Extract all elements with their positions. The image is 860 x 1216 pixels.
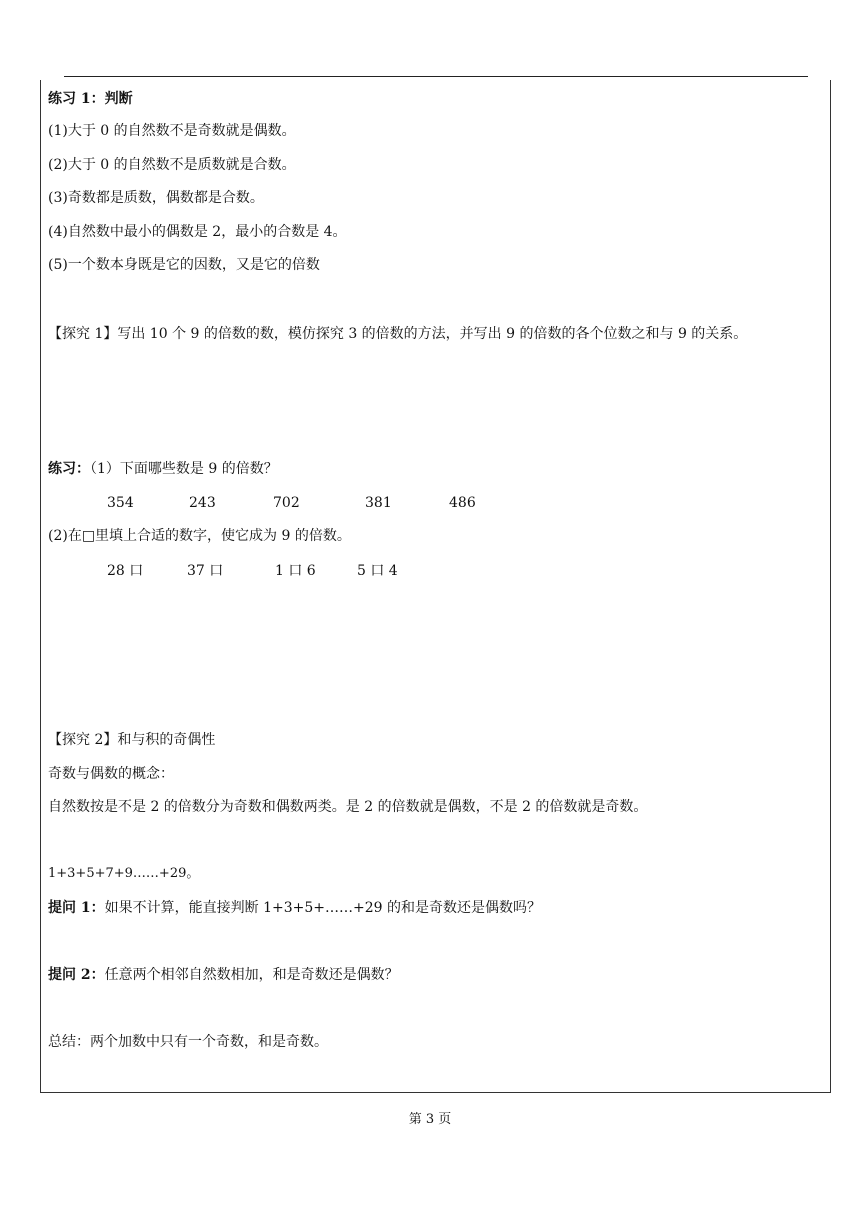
practice1-title: 练习 1：判断 xyxy=(48,91,133,107)
question-2-text: 任意两个相邻自然数相加，和是奇数还是偶数？ xyxy=(104,967,399,983)
practice1-item-5: (5)一个数本身既是它的因数，又是它的倍数 xyxy=(48,257,320,273)
explore2-question-2 xyxy=(48,966,399,984)
explore2-sum-expression: 1+3+5+7+9……+29。 xyxy=(48,866,200,881)
q1-number: 702 xyxy=(273,495,300,511)
practice1-item-1: (1)大于 0 的自然数不是奇数就是偶数。 xyxy=(48,123,296,139)
explore2-title: 【探究 2】和与积的奇偶性 xyxy=(48,732,216,748)
explore2-concept-label: 奇数与偶数的概念： xyxy=(48,766,174,782)
practice2-label: 练习： xyxy=(48,461,90,477)
practice1-item-4: (4)自然数中最小的偶数是 2，最小的合数是 4。 xyxy=(48,224,347,240)
page-number: 第 3 页 xyxy=(408,1112,452,1127)
q2-item: 5 口 4 xyxy=(357,563,398,579)
practice2-q1: （1）下面哪些数是 9 的倍数？ xyxy=(90,461,278,477)
practice2-line xyxy=(48,460,278,478)
explore2-question-1 xyxy=(48,899,541,917)
question-1-label: 提问 1： xyxy=(48,900,105,916)
question-2-label: 提问 2： xyxy=(48,967,105,983)
practice1-item-3: (3)奇数都是质数，偶数都是合数。 xyxy=(48,190,264,206)
practice2-q2: (2)在□里填上合适的数字，使它成为 9 的倍数。 xyxy=(48,528,351,544)
q1-number: 381 xyxy=(365,495,392,511)
q2-item: 28 口 xyxy=(107,563,144,579)
q1-number: 354 xyxy=(107,495,134,511)
q1-number: 486 xyxy=(449,495,476,511)
q2-item: 37 口 xyxy=(187,563,224,579)
q1-number: 243 xyxy=(189,495,216,511)
explore1-text: 【探究 1】写出 10 个 9 的倍数的数，模仿探究 3 的倍数的方法，并写出 9 的倍数的各个位数之和与 9 的关系。 xyxy=(48,326,748,342)
q2-item: 1 口 6 xyxy=(275,563,316,579)
explore2-summary: 总结：两个加数中只有一个奇数，和是奇数。 xyxy=(48,1034,328,1050)
explore2-concept-text: 自然数按是不是 2 的倍数分为奇数和偶数两类。是 2 的倍数就是偶数，不是 2 的倍数就是奇数。 xyxy=(48,799,648,815)
header-rule xyxy=(64,76,808,77)
question-1-text: 如果不计算，能直接判断 1+3+5+……+29 的和是奇数还是偶数吗？ xyxy=(104,900,541,916)
practice1-item-2: (2)大于 0 的自然数不是质数就是合数。 xyxy=(48,157,296,173)
